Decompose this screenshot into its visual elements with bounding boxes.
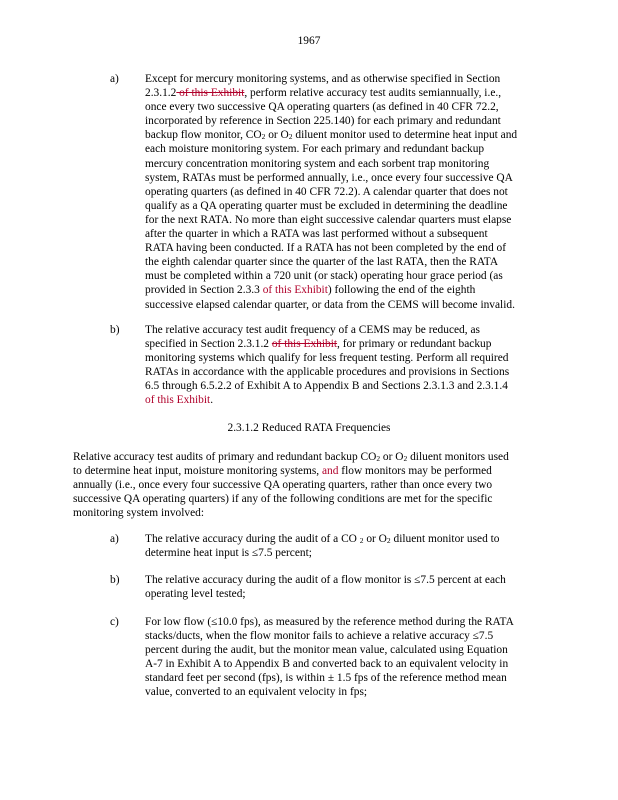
condition-c-marker: c) bbox=[110, 616, 119, 628]
text-line: of this Exhibit. bbox=[145, 394, 214, 407]
condition-a-marker: a) bbox=[110, 533, 119, 545]
struck-text: of this Exhibit bbox=[271, 338, 338, 351]
text-line: qualify as a QA operating quarter must be excluded in determining the deadline bbox=[145, 199, 508, 212]
text-line: operating quarters (as defined in 40 CFR 72.2). A calendar quarter that does not bbox=[145, 185, 508, 198]
subscript: 2 bbox=[288, 132, 293, 142]
text-line: Except for mercury monitoring systems, and as otherwise specified in Section bbox=[145, 73, 501, 85]
condition-b-marker: b) bbox=[110, 574, 120, 586]
text-line: The relative accuracy during the audit of a flow monitor is ≤7.5 percent at each bbox=[145, 574, 506, 586]
text-line: successive QA operating quarters) if any of the following conditions are met for the specific bbox=[73, 493, 493, 506]
text-line: For low flow (≤10.0 fps), as measured by the reference method during the RATA bbox=[145, 616, 514, 628]
text-line: mercury concentration monitoring system and each sorbent trap monitoring bbox=[145, 157, 490, 170]
text-line: for the next RATA. No more than eight successive calendar quarters must elapse bbox=[145, 213, 512, 226]
section-b-text bbox=[145, 323, 545, 408]
text-line: value, converted to an equivalent velocity in fps; bbox=[145, 686, 368, 699]
text-line: provided in Section 2.3.3 of this Exhibit) following the end of the eighth bbox=[145, 284, 476, 297]
text-line: successive elapsed calendar quarter, or data from the CEMS will become invalid. bbox=[145, 298, 515, 311]
text-line: system, RATAs must be performed annually, i.e., once every four successive QA bbox=[145, 171, 513, 184]
inserted-text: of this Exhibit bbox=[145, 394, 211, 407]
intro-paragraph bbox=[73, 450, 553, 520]
section-a-marker: a) bbox=[110, 73, 119, 85]
inserted-text: of this Exhibit bbox=[262, 284, 328, 297]
text-line: to determine heat input, moisture monitoring systems, and flow monitors may be performed bbox=[73, 465, 492, 478]
text-line: The relative accuracy test audit frequency of a CEMS may be reduced, as bbox=[145, 324, 480, 336]
section-a-text bbox=[145, 72, 545, 312]
text-line: RATAs in accordance with the applicable procedures and provisions in Sections bbox=[145, 366, 510, 379]
text-line: standard feet per second (fps), is within ± 1.5 fps of the reference method mean bbox=[145, 672, 507, 685]
page-number: 1967 bbox=[297, 35, 321, 47]
subscript: 2 bbox=[403, 454, 408, 463]
condition-b-text bbox=[145, 573, 545, 601]
text-line: must be completed within a 720 unit (or stack) operating hour grace period (as bbox=[145, 270, 503, 283]
text-line: percent during the audit, but the monitor mean value, calculated using Equation bbox=[145, 644, 508, 657]
subscript: 2 bbox=[261, 132, 266, 142]
text-line: specified in Section 2.3.1.2 of this Exhibit, for primary or redundant backup bbox=[145, 338, 492, 351]
condition-c-text bbox=[145, 615, 545, 700]
condition-a-text bbox=[145, 532, 545, 560]
section-heading: 2.3.1.2 Reduced RATA Frequencies bbox=[227, 422, 391, 434]
text-line: Relative accuracy test audits of primary and redundant backup $CO_2$ or $O_2$ diluent monitors used bbox=[73, 451, 509, 463]
inserted-text: and bbox=[321, 465, 339, 478]
text-line: monitoring system involved: bbox=[73, 507, 204, 520]
subscript: 2 bbox=[359, 536, 364, 545]
text-line: RATA having been conducted. If a RATA has not been completed by the end of bbox=[145, 242, 506, 255]
subscript: 2 bbox=[376, 454, 381, 463]
text-line: 6.5 through 6.5.2.2 of Exhibit A to Appendix B and Sections 2.3.1.3 and 2.3.1.4 bbox=[145, 380, 508, 393]
text-line: monitoring systems which qualify for less frequent testing. Perform all required bbox=[145, 352, 509, 365]
text-line: annually (i.e., once every four successive QA operating quarters, rather than once every two bbox=[73, 479, 493, 492]
section-b-marker: b) bbox=[110, 324, 120, 336]
text-line: determine heat input is ≤7.5 percent; bbox=[145, 547, 312, 560]
text-line: stacks/ducts, when the flow monitor fails to achieve a relative accuracy ≤7.5 bbox=[145, 630, 494, 643]
text-line: A-7 in Exhibit A to Appendix B and converted back to an equivalent velocity in bbox=[145, 658, 509, 671]
text-line: The relative accuracy during the audit of a CO $_2$ or $O_2$ diluent monitor used to bbox=[145, 533, 500, 545]
text-line: once every two successive QA operating quarters (as defined in 40 CFR 72.2, bbox=[145, 101, 499, 114]
text-line: incorporated by reference in Section 225.140) for each primary and redundant bbox=[145, 115, 501, 128]
subscript: 2 bbox=[386, 536, 391, 545]
text-line: each moisture monitoring system. For each primary and redundant backup bbox=[145, 143, 485, 156]
text-line: 2.3.1.2 of this Exhibit, perform relative accuracy test audits semiannually, i.e., bbox=[145, 87, 502, 100]
struck-text: of this Exhibit bbox=[176, 87, 245, 100]
text-line: operating level tested; bbox=[145, 588, 246, 601]
text-line: the eighth calendar quarter since the quarter of the last RATA, then the RATA bbox=[145, 256, 499, 269]
text-line: after the quarter in which a RATA was last performed without a subsequent bbox=[145, 228, 488, 241]
text-line: backup flow monitor, $CO_2$ or $O_2$ diluent monitor used to determine heat input and bbox=[145, 129, 518, 142]
